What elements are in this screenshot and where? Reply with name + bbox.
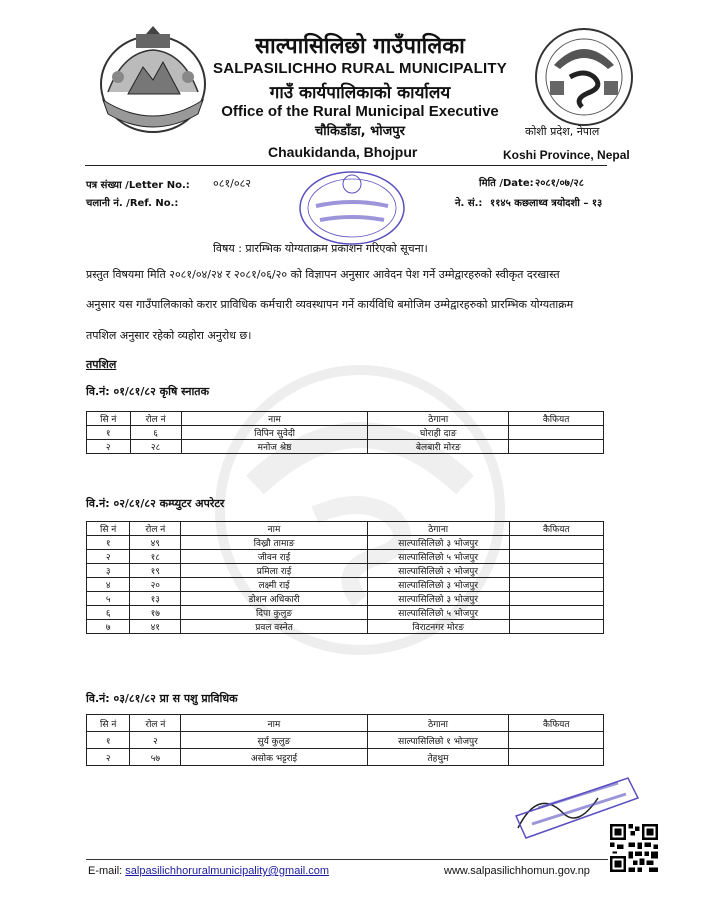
- col-header-name: नाम: [181, 522, 367, 536]
- cell-roll: ६: [130, 426, 181, 440]
- section-1-table: [86, 411, 604, 454]
- cell-name: दिपा कुलुङ: [181, 606, 367, 620]
- cell-name: असोक भट्टराई: [181, 749, 367, 766]
- cell-sn: ४: [87, 578, 130, 592]
- footer-email: [88, 865, 329, 877]
- col-header-address: ठेगाना: [368, 412, 509, 426]
- cell-address: साल्पासिलिछो ५ भोजपुर: [367, 550, 509, 564]
- qr-code: [610, 824, 658, 872]
- municipality-title-np: साल्पासिलिछो गाउँपालिका: [255, 34, 465, 59]
- col-header-address: ठेगाना: [367, 715, 509, 732]
- cell-remarks: [509, 749, 604, 766]
- section-2-title: वि.नं: ०२/८१/८२ कम्प्युटर अपरेटर: [86, 497, 225, 510]
- table-row: [87, 620, 604, 634]
- table-row: [87, 592, 604, 606]
- cell-remarks: [509, 606, 603, 620]
- cell-name: मनोज श्रेष्ठ: [181, 440, 368, 454]
- cell-address: साल्पासिलिछो ३ भोजपुर: [367, 536, 509, 550]
- col-header-remarks: कैफियत: [509, 522, 603, 536]
- table-row: [87, 578, 604, 592]
- cell-roll: १९: [130, 564, 181, 578]
- cell-sn: ६: [87, 606, 130, 620]
- cell-roll: २: [130, 732, 181, 749]
- date-value: २०८१/०७/२८: [535, 178, 584, 189]
- subject-line: विषय : प्रारम्भिक योग्यताक्रम प्रकाशन गरिएको सूचना।: [213, 242, 428, 255]
- cell-roll: १८: [130, 550, 181, 564]
- cell-sn: ३: [87, 564, 130, 578]
- col-header-remarks: कैफियत: [509, 715, 604, 732]
- table-row: [87, 749, 604, 766]
- cell-address: घोराही दाङ: [368, 426, 509, 440]
- col-header-sn: सि नं: [87, 412, 131, 426]
- section-3-title: वि.नं: ०३/८१/८२ प्रा स पशु प्राविधिक: [86, 692, 238, 705]
- letter-no-label: पत्र संख्या /Letter No.:: [86, 180, 190, 191]
- office-seal-stamp: [296, 168, 408, 248]
- col-header-address: ठेगाना: [367, 522, 509, 536]
- cell-address: साल्पासिलिछो ५ भोजपुर: [367, 606, 509, 620]
- table-row: [87, 732, 604, 749]
- cell-name: लक्ष्मी राई: [181, 578, 367, 592]
- table-row: [87, 426, 604, 440]
- municipality-logo: [532, 25, 636, 129]
- cell-roll: ४९: [130, 536, 181, 550]
- address-np: चौकिडाँडा, भोजपुर: [315, 124, 405, 139]
- cell-name: प्रवल वस्नेत: [181, 620, 367, 634]
- body-line-2: अनुसार यस गाउँपालिकाको करार प्राविधिक कर्मचारी व्यवस्थापन गर्ने कार्यविधि बमोजिम उम्मेद्वारहरुको प्रारम्भिक योग्यताक्रम: [86, 298, 574, 311]
- col-header-name: नाम: [181, 412, 368, 426]
- cell-name: सुर्य कुलुङ: [181, 732, 367, 749]
- header-divider: [85, 165, 607, 166]
- footer-website[interactable]: www.salpasilichhomun.gov.np: [444, 865, 590, 877]
- table-header-row: [87, 412, 604, 426]
- footer-divider: [86, 859, 608, 860]
- cell-name: जीवन राई: [181, 550, 367, 564]
- province-np: कोशी प्रदेश, नेपाल: [525, 125, 600, 138]
- table-header-row: [87, 522, 604, 536]
- cell-remarks: [509, 426, 604, 440]
- letter-no-value: ०८१/०८२: [213, 177, 252, 190]
- cell-name: विपिन सुवेदी: [181, 426, 368, 440]
- col-header-roll: रोल नं: [130, 522, 181, 536]
- cell-address: विराटनगर मोरङ: [367, 620, 509, 634]
- ref-no-label: चलानी नं. /Ref. No.:: [86, 198, 179, 209]
- cell-roll: २०: [130, 578, 181, 592]
- date-label: मिति /Date:: [479, 178, 534, 189]
- section-2-table: [86, 521, 604, 634]
- province-en: Koshi Province, Nepal: [503, 148, 630, 162]
- cell-address: साल्पासिलिछो ३ भोजपुर: [367, 592, 509, 606]
- cell-remarks: [509, 536, 603, 550]
- email-label: E-mail:: [88, 865, 123, 877]
- cell-remarks: [509, 440, 604, 454]
- cell-sn: १: [87, 426, 131, 440]
- email-link[interactable]: salpasilichhoruralmunicipality@gmail.com: [125, 865, 330, 877]
- col-header-sn: सि नं: [87, 715, 130, 732]
- cell-roll: ५७: [130, 749, 181, 766]
- cell-sn: १: [87, 536, 130, 550]
- table-row: [87, 550, 604, 564]
- cell-roll: ४१: [130, 620, 181, 634]
- col-header-roll: रोल नं: [130, 715, 181, 732]
- cell-remarks: [509, 592, 603, 606]
- body-line-1: प्रस्तुत विषयमा मिति २०८१/०४/२४ र २०८१/०६/२० को विज्ञापन अनुसार आवेदन पेश गर्ने उम्मेद्वारहरुको स्वीकृत दरखास्त: [86, 268, 560, 281]
- table-row: [87, 606, 604, 620]
- col-header-name: नाम: [181, 715, 367, 732]
- cell-sn: ५: [87, 592, 130, 606]
- municipality-title-en: SALPASILICHHO RURAL MUNICIPALITY: [213, 60, 507, 77]
- cell-name: प्रमिला राई: [181, 564, 367, 578]
- cell-sn: १: [87, 732, 130, 749]
- cell-remarks: [509, 732, 604, 749]
- cell-sn: ७: [87, 620, 130, 634]
- body-line-3: तपशिल अनुसार रहेको व्यहोरा अनुरोध छ।: [86, 329, 252, 342]
- address-en: Chaukidanda, Bhojpur: [268, 144, 418, 160]
- col-header-remarks: कैफियत: [509, 412, 604, 426]
- cell-sn: २: [87, 550, 130, 564]
- tapsil-heading: तपशिल: [86, 358, 117, 371]
- cell-address: बेलबारी मोरङ: [368, 440, 509, 454]
- cell-address: साल्पासिलिछो १ भोजपुर: [367, 732, 509, 749]
- cell-remarks: [509, 578, 603, 592]
- cell-address: साल्पासिलिछो ३ भोजपुर: [367, 578, 509, 592]
- cell-roll: १३: [130, 592, 181, 606]
- ns-value: ११४५ कछलाथ्व त्रयोदशी – १३: [490, 198, 603, 209]
- cell-sn: २: [87, 440, 131, 454]
- table-header-row: [87, 715, 604, 732]
- office-title-en: Office of the Rural Municipal Executive: [221, 103, 499, 120]
- cell-roll: २८: [130, 440, 181, 454]
- ns-label: ने. सं.:: [455, 198, 483, 209]
- col-header-roll: रोल नं: [130, 412, 181, 426]
- section-1-title: वि.नं: ०१/८१/८२ कृषि स्नातक: [86, 385, 210, 398]
- section-3-table: [86, 714, 604, 766]
- table-row: [87, 564, 604, 578]
- cell-remarks: [509, 620, 603, 634]
- office-title-np: गाउँ कार्यपालिकाको कार्यालय: [269, 83, 451, 103]
- cell-roll: १७: [130, 606, 181, 620]
- cell-address: साल्पासिलिछो २ भोजपुर: [367, 564, 509, 578]
- cell-name: विख्रौ तामाङ: [181, 536, 367, 550]
- cell-sn: २: [87, 749, 130, 766]
- cell-remarks: [509, 550, 603, 564]
- table-row: [87, 440, 604, 454]
- col-header-sn: सि नं: [87, 522, 130, 536]
- cell-name: डोशन अधिकारी: [181, 592, 367, 606]
- cell-address: तेहथुम: [367, 749, 509, 766]
- table-row: [87, 536, 604, 550]
- cell-remarks: [509, 564, 603, 578]
